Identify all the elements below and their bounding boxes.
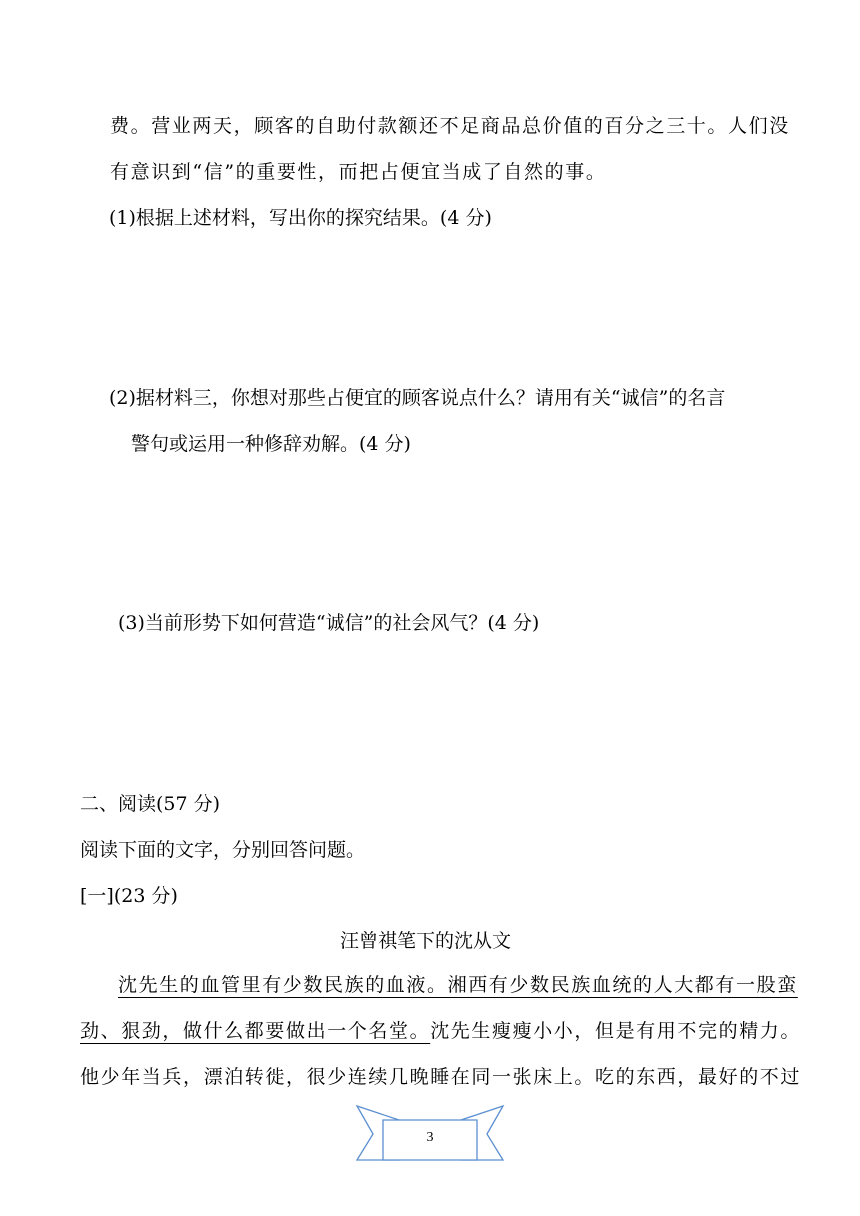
page-number: 3 <box>426 1130 434 1145</box>
page-footer-ribbon <box>355 1104 505 1162</box>
question-2-line-1: (2)据材料三，你想对那些占便宜的顾客说点什么？请用有关“诚信”的名言 <box>109 387 726 409</box>
article-line-3: 他少年当兵，漂泊转徙，很少连续几晚睡在同一张床上。吃的东西，最好的不过 <box>80 1066 802 1088</box>
text-line-1: 费。营业两天，顾客的自助付款额还不足商品总价值的百分之三十。人们没 <box>110 115 790 137</box>
article-line-1 <box>118 973 798 997</box>
question-1: (1)根据上述材料，写出你的探究结果。(4 分) <box>109 207 492 229</box>
question-2-line-2: 警句或运用一种修辞劝解。(4 分) <box>131 433 411 455</box>
article-title: 汪曾祺笔下的沈从文 <box>340 930 512 952</box>
article-underlined-1: 沈先生的血管里有少数民族的血液。湘西有少数民族血统的人大都有一股蛮 <box>118 974 798 996</box>
question-3: (3)当前形势下如何营造“诚信”的社会风气？(4 分) <box>118 612 540 634</box>
reading-instruction: 阅读下面的文字，分别回答问题。 <box>80 839 366 861</box>
part-label: [一](23 分) <box>80 885 178 907</box>
article-text-2: 沈先生瘦瘦小小，但是有用不完的精力。 <box>430 1020 802 1042</box>
text-line-2: 有意识到“信”的重要性，而把占便宜当成了自然的事。 <box>110 161 607 183</box>
article-underlined-2: 劲、狠劲，做什么都要做出一个名堂。 <box>80 1020 431 1042</box>
article-line-2 <box>80 1019 801 1043</box>
section-heading: 二、阅读(57 分) <box>80 793 221 815</box>
